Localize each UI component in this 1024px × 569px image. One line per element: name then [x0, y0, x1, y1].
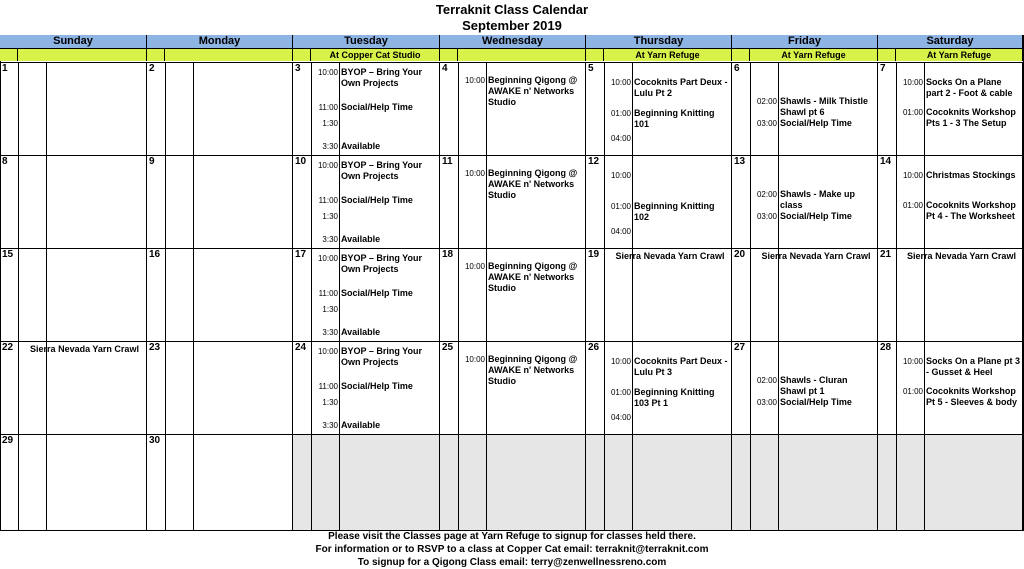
- time-column-divider: [339, 155, 340, 248]
- event-time: 02:00: [756, 97, 777, 106]
- day-number: 26: [588, 342, 600, 353]
- time-column-divider: [486, 62, 487, 155]
- event-time: 1:30: [322, 398, 338, 407]
- day-number: 25: [442, 342, 454, 353]
- time-column-divider: [193, 341, 194, 434]
- time-column-divider: [778, 434, 779, 530]
- day-cell: [440, 434, 586, 530]
- day-number: 14: [880, 156, 892, 167]
- event-title[interactable]: Beginning Qigong @ AWAKE n' Networks Studio: [488, 75, 578, 107]
- event-time: 1:30: [322, 119, 338, 128]
- day-cell: [0, 62, 147, 155]
- event-time: 10:00: [317, 347, 338, 356]
- event-title[interactable]: Social/Help Time: [780, 397, 852, 407]
- day-number: 11: [442, 156, 453, 167]
- day-number: 20: [734, 249, 746, 260]
- event-title[interactable]: Christmas Stockings: [926, 170, 1016, 180]
- event-title[interactable]: Socks On a Plane part 2 - Foot & cable: [926, 77, 1013, 98]
- event-time: 02:00: [756, 190, 777, 199]
- day-header-saturday: Saturday: [878, 35, 1023, 48]
- all-day-event[interactable]: Sierra Nevada Yarn Crawl: [761, 251, 871, 261]
- day-number-divider: [750, 62, 751, 155]
- time-column-divider: [46, 248, 47, 341]
- event-title[interactable]: Available: [341, 234, 381, 244]
- day-header-wednesday: Wednesday: [440, 35, 586, 48]
- event-time: 03:00: [756, 398, 777, 407]
- location-label: At Yarn Refuge: [750, 48, 878, 61]
- event-title[interactable]: Beginning Qigong @ AWAKE n' Networks Studio: [488, 261, 578, 293]
- event-title[interactable]: Shawls - Milk Thistle Shawl pt 6: [780, 96, 869, 117]
- event-time: 02:00: [756, 376, 777, 385]
- event-time: 10:00: [317, 161, 338, 170]
- time-column-divider: [193, 248, 194, 341]
- day-number-divider: [18, 62, 19, 155]
- day-header-tuesday: Tuesday: [293, 35, 440, 48]
- day-number: 5: [588, 63, 594, 74]
- day-number: [586, 434, 604, 448]
- event-title[interactable]: Beginning Knitting 102: [634, 201, 715, 222]
- event-time: 10:00: [317, 68, 338, 77]
- day-number: 30: [149, 435, 161, 446]
- time-column-divider: [486, 434, 487, 530]
- time-column-divider: [924, 341, 925, 434]
- time-column-divider: [632, 62, 633, 155]
- location-spacer: [293, 48, 311, 61]
- day-cell: [147, 341, 293, 434]
- day-number: 17: [295, 249, 307, 260]
- day-number: 6: [734, 63, 740, 74]
- event-title[interactable]: Shawls - Cluran Shawl pt 1: [780, 375, 848, 396]
- time-column-divider: [339, 248, 340, 341]
- time-column-divider: [193, 434, 194, 530]
- day-cell: [732, 434, 878, 530]
- day-number: [440, 434, 458, 448]
- location-spacer: [586, 48, 604, 61]
- day-number: [732, 434, 750, 448]
- event-title[interactable]: BYOP – Bring Your Own Projects: [341, 253, 423, 274]
- event-time: 3:30: [322, 421, 338, 430]
- time-column-divider: [339, 62, 340, 155]
- day-cell: [147, 248, 293, 341]
- time-column-divider: [778, 62, 779, 155]
- location-label: At Yarn Refuge: [604, 48, 732, 61]
- location-spacer: [878, 48, 896, 61]
- event-time: 10:00: [464, 355, 485, 364]
- event-time: 11:00: [318, 103, 338, 112]
- event-time: 3:30: [322, 142, 338, 151]
- event-time: 01:00: [610, 388, 631, 397]
- day-number: 10: [295, 156, 307, 167]
- event-title[interactable]: Cocoknits Part Deux - Lulu Pt 2: [634, 77, 728, 98]
- day-cell: [147, 434, 293, 530]
- event-time: 11:00: [318, 382, 338, 391]
- event-title[interactable]: Beginning Knitting 103 Pt 1: [634, 387, 715, 408]
- day-number-divider: [750, 155, 751, 248]
- day-number-divider: [165, 62, 166, 155]
- event-title[interactable]: BYOP – Bring Your Own Projects: [341, 67, 423, 88]
- day-number: 2: [149, 63, 155, 74]
- day-header-thursday: Thursday: [586, 35, 732, 48]
- event-title[interactable]: Cocoknits Workshop Pts 1 - 3 The Setup: [926, 107, 1016, 128]
- event-title[interactable]: Beginning Qigong @ AWAKE n' Networks Studio: [488, 354, 578, 386]
- day-number-divider: [18, 155, 19, 248]
- event-time: 10:00: [317, 254, 338, 263]
- day-number: 8: [2, 156, 8, 167]
- event-title[interactable]: Social/Help Time: [341, 195, 413, 205]
- location-spacer: [440, 48, 458, 61]
- event-title[interactable]: Social/Help Time: [341, 102, 413, 112]
- event-title[interactable]: Available: [341, 141, 381, 151]
- time-column-divider: [924, 62, 925, 155]
- time-column-divider: [339, 341, 340, 434]
- day-cell: [0, 155, 147, 248]
- event-title[interactable]: Social/Help Time: [341, 381, 413, 391]
- event-time: 1:30: [322, 305, 338, 314]
- day-number-divider: [18, 341, 19, 434]
- day-header-sunday: Sunday: [0, 35, 147, 48]
- event-title[interactable]: Beginning Knitting 101: [634, 108, 715, 129]
- location-spacer: [147, 48, 165, 61]
- day-number-divider: [896, 248, 897, 341]
- day-number: 29: [2, 435, 14, 446]
- event-title[interactable]: Cocoknits Workshop Pt 4 - The Worksheet: [926, 200, 1016, 221]
- event-time: 1:30: [322, 212, 338, 221]
- day-number: [878, 434, 896, 448]
- time-column-divider: [632, 434, 633, 530]
- day-number: 27: [734, 342, 746, 353]
- day-number-divider: [458, 434, 459, 530]
- event-title[interactable]: Cocoknits Part Deux - Lulu Pt 3: [634, 356, 728, 377]
- day-number: 13: [734, 156, 746, 167]
- footer-line-1: Please visit the Classes page at Yarn Refuge to signup for classes held there.: [328, 531, 696, 542]
- location-spacer: [0, 48, 18, 61]
- day-number: 19: [588, 249, 600, 260]
- event-title[interactable]: Socks On a Plane pt 3 - Gusset & Heel: [926, 356, 1021, 377]
- event-time: 04:00: [610, 134, 631, 143]
- day-cell: [147, 155, 293, 248]
- day-number: 9: [149, 156, 155, 167]
- event-title[interactable]: Beginning Qigong @ AWAKE n' Networks Studio: [488, 168, 578, 200]
- event-time: 04:00: [610, 227, 631, 236]
- event-title[interactable]: Social/Help Time: [780, 118, 852, 128]
- location-label: At Yarn Refuge: [896, 48, 1023, 61]
- event-time: 03:00: [756, 212, 777, 221]
- event-title[interactable]: BYOP – Bring Your Own Projects: [341, 160, 423, 181]
- location-label: [18, 48, 147, 61]
- event-time: 10:00: [610, 78, 631, 87]
- event-title[interactable]: Available: [341, 420, 381, 430]
- event-time: 10:00: [902, 357, 923, 366]
- event-time: 10:00: [464, 169, 485, 178]
- day-number: 21: [880, 249, 892, 260]
- time-column-divider: [46, 155, 47, 248]
- day-number: 4: [442, 63, 448, 74]
- all-day-event[interactable]: Sierra Nevada Yarn Crawl: [30, 344, 139, 354]
- day-number-divider: [165, 155, 166, 248]
- time-column-divider: [339, 434, 340, 530]
- time-column-divider: [778, 341, 779, 434]
- event-time: 01:00: [902, 201, 923, 210]
- time-column-divider: [778, 155, 779, 248]
- event-title[interactable]: Social/Help Time: [780, 211, 852, 221]
- time-column-divider: [924, 434, 925, 530]
- day-cell: [147, 62, 293, 155]
- day-number-divider: [750, 341, 751, 434]
- calendar-title: Terraknit Class Calendar: [435, 2, 589, 17]
- day-number-divider: [604, 248, 605, 341]
- location-spacer: [732, 48, 750, 61]
- time-column-divider: [193, 155, 194, 248]
- day-number: 15: [2, 249, 14, 260]
- day-number: 22: [2, 342, 14, 353]
- day-number: 1: [2, 63, 8, 74]
- time-column-divider: [486, 341, 487, 434]
- time-column-divider: [632, 341, 633, 434]
- event-time: 10:00: [902, 171, 923, 180]
- event-time: 01:00: [902, 387, 923, 396]
- day-number-divider: [18, 248, 19, 341]
- event-time: 01:00: [902, 108, 923, 117]
- day-cell: [293, 434, 440, 530]
- day-number: 3: [295, 63, 301, 74]
- day-number-divider: [18, 434, 19, 530]
- event-time: 01:00: [610, 202, 631, 211]
- location-label: [165, 48, 293, 61]
- day-cell: [0, 434, 147, 530]
- day-number-divider: [750, 434, 751, 530]
- event-time: 01:00: [610, 109, 631, 118]
- event-time: 11:00: [318, 196, 338, 205]
- day-cell: [878, 434, 1023, 530]
- event-title[interactable]: Available: [341, 327, 381, 337]
- day-number: 23: [149, 342, 161, 353]
- location-label: [458, 48, 586, 61]
- event-time: 10:00: [610, 171, 631, 180]
- day-number: 28: [880, 342, 892, 353]
- day-number-divider: [165, 341, 166, 434]
- day-number: 24: [295, 342, 307, 353]
- day-number-divider: [165, 248, 166, 341]
- time-column-divider: [193, 62, 194, 155]
- all-day-event[interactable]: Sierra Nevada Yarn Crawl: [907, 251, 1016, 261]
- event-time: 10:00: [464, 76, 485, 85]
- time-column-divider: [46, 62, 47, 155]
- day-number: [293, 434, 311, 448]
- day-header-monday: Monday: [147, 35, 293, 48]
- day-number: 7: [880, 63, 886, 74]
- day-number-divider: [896, 434, 897, 530]
- day-number-divider: [311, 434, 312, 530]
- day-number-divider: [165, 434, 166, 530]
- day-number: 16: [149, 249, 161, 260]
- day-number: 18: [442, 249, 454, 260]
- location-label: At Copper Cat Studio: [311, 48, 440, 61]
- time-column-divider: [632, 155, 633, 248]
- event-title[interactable]: Cocoknits Workshop Pt 5 - Sleeves & body: [926, 386, 1018, 407]
- time-column-divider: [486, 155, 487, 248]
- event-time: 10:00: [464, 262, 485, 271]
- footer-line-3: To signup for a Qigong Class email: terry@zenwellnessreno.com: [357, 557, 667, 568]
- day-number-divider: [604, 434, 605, 530]
- day-cell: [0, 248, 147, 341]
- day-number-divider: [750, 248, 751, 341]
- event-time: 04:00: [610, 413, 631, 422]
- time-column-divider: [46, 434, 47, 530]
- day-header-friday: Friday: [732, 35, 878, 48]
- footer-line-2: For information or to RSVP to a class at Copper Cat email: terraknit@terraknit.com: [315, 544, 709, 555]
- event-time: 10:00: [610, 357, 631, 366]
- event-title[interactable]: Social/Help Time: [341, 288, 413, 298]
- all-day-event[interactable]: Sierra Nevada Yarn Crawl: [615, 251, 725, 261]
- time-column-divider: [486, 248, 487, 341]
- time-column-divider: [924, 155, 925, 248]
- event-time: 10:00: [902, 78, 923, 87]
- event-time: 3:30: [322, 328, 338, 337]
- event-time: 03:00: [756, 119, 777, 128]
- day-cell: [586, 434, 732, 530]
- event-title[interactable]: Shawls - Make up class: [780, 189, 856, 210]
- event-time: 3:30: [322, 235, 338, 244]
- event-time: 11:00: [318, 289, 338, 298]
- day-number: 12: [588, 156, 600, 167]
- event-title[interactable]: BYOP – Bring Your Own Projects: [341, 346, 423, 367]
- calendar-month: September 2019: [462, 18, 562, 33]
